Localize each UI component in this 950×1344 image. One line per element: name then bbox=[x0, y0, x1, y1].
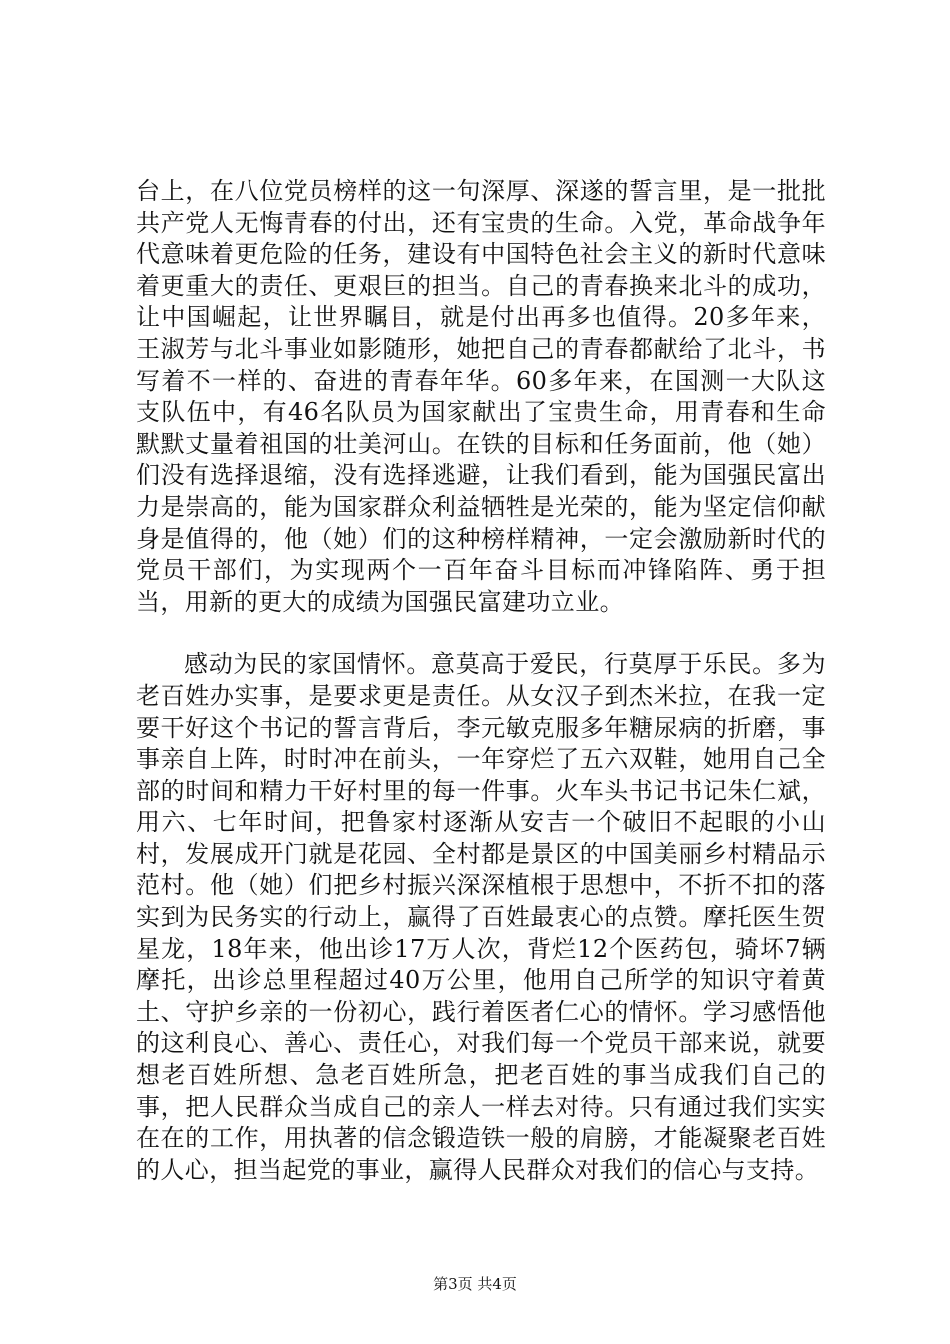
paragraph-2: 感动为民的家国情怀。意莫高于爱民，行莫厚于乐民。多为老百姓办实事，是要求更是责任。从女汉子到杰米拉，在我一定要干好这个书记的誓言背后，李元敏克服多年糖尿病的折磨，事事亲自上阵，时时冲在前头，一年穿烂了五六双鞋，她用自己全部的时间和精力干好村里的每一件事。火车头书记书记朱仁斌，用六、七年时间，把鲁家村逐渐从安吉一个破旧不起眼的小山村，发展成开门就是花园、全村都是景区的中国美丽乡村精品示范村。他（她）们把乡村振兴深深植根于思想中，不折不扣的落实到为民务实的行动上，赢得了百姓最衷心的点赞。摩托医生贺星龙，18年来，他出诊17万人次，背烂12个医药包，骑坏7辆摩托，出诊总里程超过40万公里，他用自己所学的知识守着黄土、守护乡亲的一份初心，践行着医者仁心的情怀。学习感悟他的这利良心、善心、责任心，对我们每一个党员干部来说，就要想老百姓所想、急老百姓所急，把老百姓的事当成我们自己的事，把人民群众当成自己的亲人一样去对待。只有通过我们实实在在的工作，用执著的信念锻造铁一般的肩膀，才能凝聚老百姓的人心，担当起党的事业，赢得人民群众对我们的信心与支持。 bbox=[136, 650, 826, 1184]
page-number-footer: 第3页 共4页 bbox=[433, 1275, 517, 1293]
paragraph-1: 台上，在八位党员榜样的这一句深厚、深遂的誓言里，是一批批共产党人无悔青春的付出，还有宝贵的生命。入党，革命战争年代意味着更危险的任务，建设有中国特色社会主义的新时代意味着更重大的责任、更艰巨的担当。自己的青春换来北斗的成功，让中国崛起，让世界瞩目，就是付出再多也值得。20多年来，王淑芳与北斗事业如影随形，她把自己的青春都献给了北斗，书写着不一样的、奋进的青春年华。60多年来，在国测一大队这支队伍中，有46名队员为国家献出了宝贵生命，用青春和生命默默丈量着祖国的壮美河山。在铁的目标和任务面前，他（她）们没有选择退缩，没有选择逃避，让我们看到，能为国强民富出力是崇高的，能为国家群众利益牺牲是光荣的，能为坚定信仰献身是值得的，他（她）们的这种榜样精神，一定会激励新时代的党员干部们，为实现两个一百年奋斗目标而冲锋陷阵、勇于担当，用新的更大的成绩为国强民富建功立业。 bbox=[136, 177, 826, 616]
paragraph-spacer bbox=[136, 618, 826, 649]
body-text bbox=[136, 176, 826, 1186]
